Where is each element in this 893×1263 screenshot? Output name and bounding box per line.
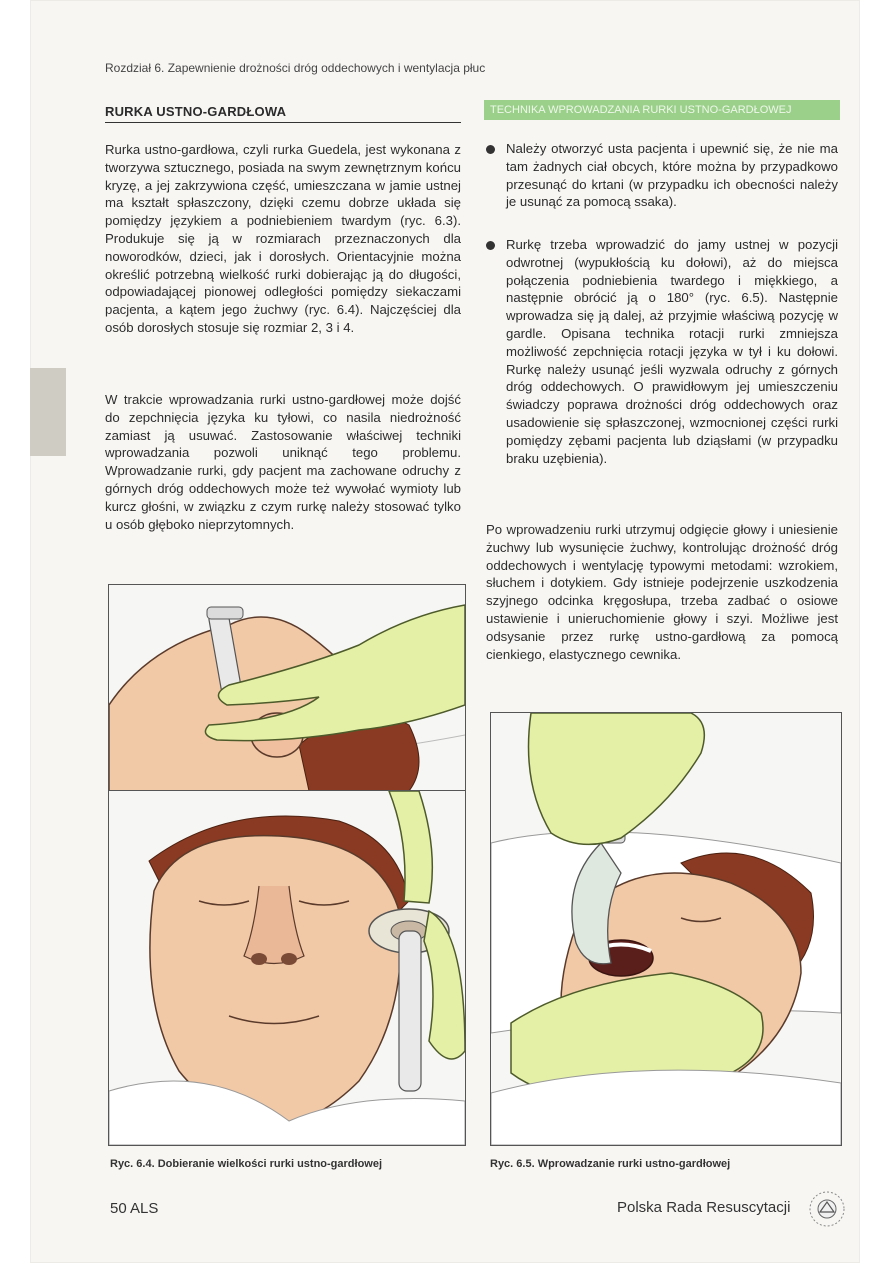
page-number: 50 ALS — [110, 1200, 159, 1217]
technique-box-header: TECHNIKA WPROWADZANIA RURKI USTNO-GARDŁOWEJ — [484, 100, 840, 120]
figure-6-4-top-illustration — [108, 584, 466, 792]
figure-6-4-caption: Ryc. 6.4. Dobieranie wielkości rurki ustno-gardłowej — [110, 1158, 383, 1170]
bullet-item-2 — [486, 236, 838, 467]
left-paragraph-2: W trakcie wprowadzania rurki ustno-gardłowej może dojść do zepchnięcia języka ku tyłowi, co nasila niedrożność zamiast ją usuwać. Zastosowanie właściwej techniki wprowadzania pozwoli uniknąć tego problemu. Wprowadzanie rurki, gdy pacjent ma zachowane odruchy z górnych dróg oddechowych może też wywołać wymioty lub kurcz głośni, w związku z czym rurkę należy stosować tylko u osób głęboko nieprzytomnych. — [105, 392, 461, 532]
bullet-dot-icon — [486, 241, 495, 250]
chapter-edge-tab — [30, 368, 66, 456]
bullet-text-1: Należy otworzyć usta pacjenta i upewnić się, że nie ma tam żadnych ciał obcych, które można by przypadkowo przesunąć do krtani (w przypadku ich obecności należy je usunąć za pomocą ssaka). — [506, 141, 838, 210]
bullet-text-2: Rurkę trzeba wprowadzić do jamy ustnej w pozycji odwrotnej (wypukłością ku dołowi), aż do miejsca połączenia podniebienia twardego i miękkiego, a następnie obrócić ją o 180° (ryc. 6.5). Następnie wprowadza się ją dalej, aż przyjmie właściwą pozycję w gardle. Opisana technika rotacji rurki zmniejsza możliwość zepchnięcia rotacji języka w tył i ku dołowi. Rurkę należy usunąć jeśli wyzwala odruchy z górnych dróg oddechowych. O prawidłowym jej umieszczeniu świadczy poprawa drożności dróg oddechowych oraz usadowienie się spłaszczonej, wzmocnionej części rurki pomiędzy zębami pacjenta lub dziąsłami (w przypadku braku uzębienia). — [506, 237, 838, 466]
publisher-name: Polska Rada Resuscytacji — [617, 1199, 791, 1216]
publisher-seal-icon — [808, 1190, 846, 1228]
right-paragraph: Po wprowadzeniu rurki utrzymuj odgięcie głowy i uniesienie żuchwy lub wysunięcie żuchwy, kontrolując drożność dróg oddechowych i wentylację typowymi metodami: wzrokiem, słuchem i dotykiem. Gdy istnieje podejrzenie uszkodzenia szyjnego odcinka kręgosłupa, trzeba zadbać o osiowe ustawienie i unieruchomienie głowy i szyi. Możliwe jest odsysanie przez rurkę ustno-gardłową za pomocą cienkiego, elastycznego cewnika. — [486, 522, 838, 662]
figure-6-5-illustration — [490, 712, 842, 1146]
running-header: Rozdział 6. Zapewnienie drożności dróg oddechowych i wentylacja płuc — [105, 61, 486, 75]
left-paragraph-1: Rurka ustno-gardłowa, czyli rurka Guedela, jest wykonana z tworzywa sztucznego, posiada na swym zewnętrznym końcu kryzę, a jej zakrzywiona część, umieszczana w jamie ustnej ma kształt spłaszczony, dzięki czemu dobrze układa się pomiędzy językiem a podniebieniem twardym (ryc. 6.3). Produkuje się ją w rozmiarach przeznaczonych dla noworodków, dzieci, jak i dorosłych. Orientacyjnie można określić potrzebną wielkość rurki dobierając ją do długości, odpowiadającej pionowej odległości pomiędzy siekaczami pacjenta, a kątem jego żuchwy (ryc. 6.4). Najczęściej dla osób dorosłych stosuje się rozmiar 2, 3 i 4. — [105, 142, 461, 335]
figure-6-5-caption: Ryc. 6.5. Wprowadzanie rurki ustno-gardłowej — [490, 1158, 731, 1170]
section-title: RURKA USTNO-GARDŁOWA — [105, 104, 461, 123]
bullet-item-1 — [486, 140, 838, 211]
figure-6-4-bottom-illustration — [108, 790, 466, 1146]
bullet-dot-icon — [486, 145, 495, 154]
